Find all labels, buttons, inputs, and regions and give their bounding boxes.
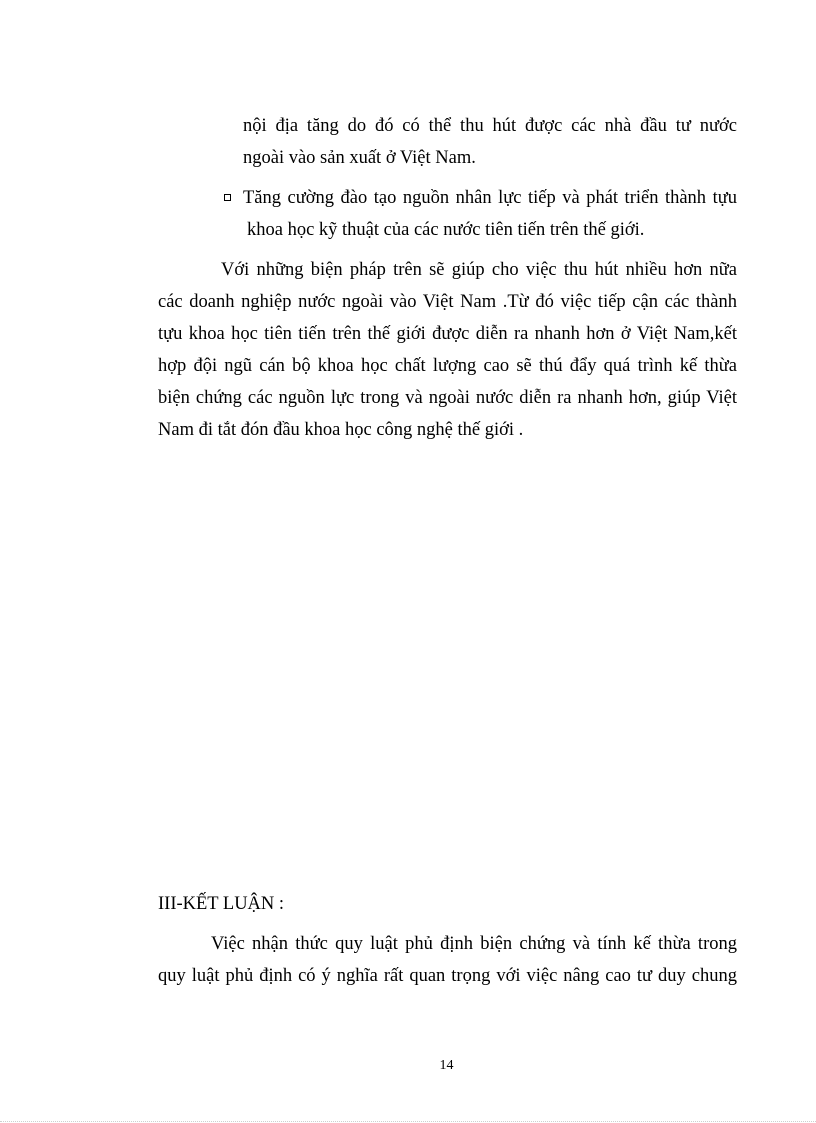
paragraph1-line-2: các doanh nghiệp nước ngoài vào Việt Nam .Từ đó việc tiếp cận các thành — [158, 292, 737, 312]
page-number: 14 — [439, 1058, 454, 1073]
paragraph1-line-6: Nam đi tắt đón đầu khoa học công nghệ thế giới . — [158, 420, 524, 440]
section-heading: III-KẾT LUẬN : — [158, 894, 285, 914]
paragraph1-line-5: biện chứng các nguồn lực trong và ngoài nước diễn ra nhanh hơn, giúp Việt — [158, 388, 737, 408]
hollow-square-icon — [224, 194, 231, 201]
page-bottom-divider — [0, 1121, 816, 1122]
bullet-line-1: Tăng cường đào tạo nguồn nhân lực tiếp và phát triển thành tựu — [243, 188, 737, 208]
section-line-1: Việc nhận thức quy luật phủ định biện chứng và tính kế thừa trong — [211, 934, 737, 954]
top-block-line-2: ngoài vào sản xuất ở Việt Nam. — [243, 148, 476, 168]
top-block-line-1: nội địa tăng do đó có thể thu hút được các nhà đầu tư nước — [243, 116, 737, 136]
section-line-2: quy luật phủ định có ý nghĩa rất quan trọng với việc nâng cao tư duy chung — [158, 966, 737, 986]
paragraph1-line-3: tựu khoa học tiên tiến trên thế giới được diễn ra nhanh hơn ở Việt Nam,kết — [158, 324, 737, 344]
bullet-line-2: khoa học kỹ thuật của các nước tiên tiến trên thế giới. — [247, 220, 645, 240]
paragraph1-line-1: Với những biện pháp trên sẽ giúp cho việc thu hút nhiều hơn nữa — [221, 260, 737, 280]
paragraph1-line-4: hợp đội ngũ cán bộ khoa học chất lượng cao sẽ thú đẩy quá trình kế thừa — [158, 356, 737, 376]
